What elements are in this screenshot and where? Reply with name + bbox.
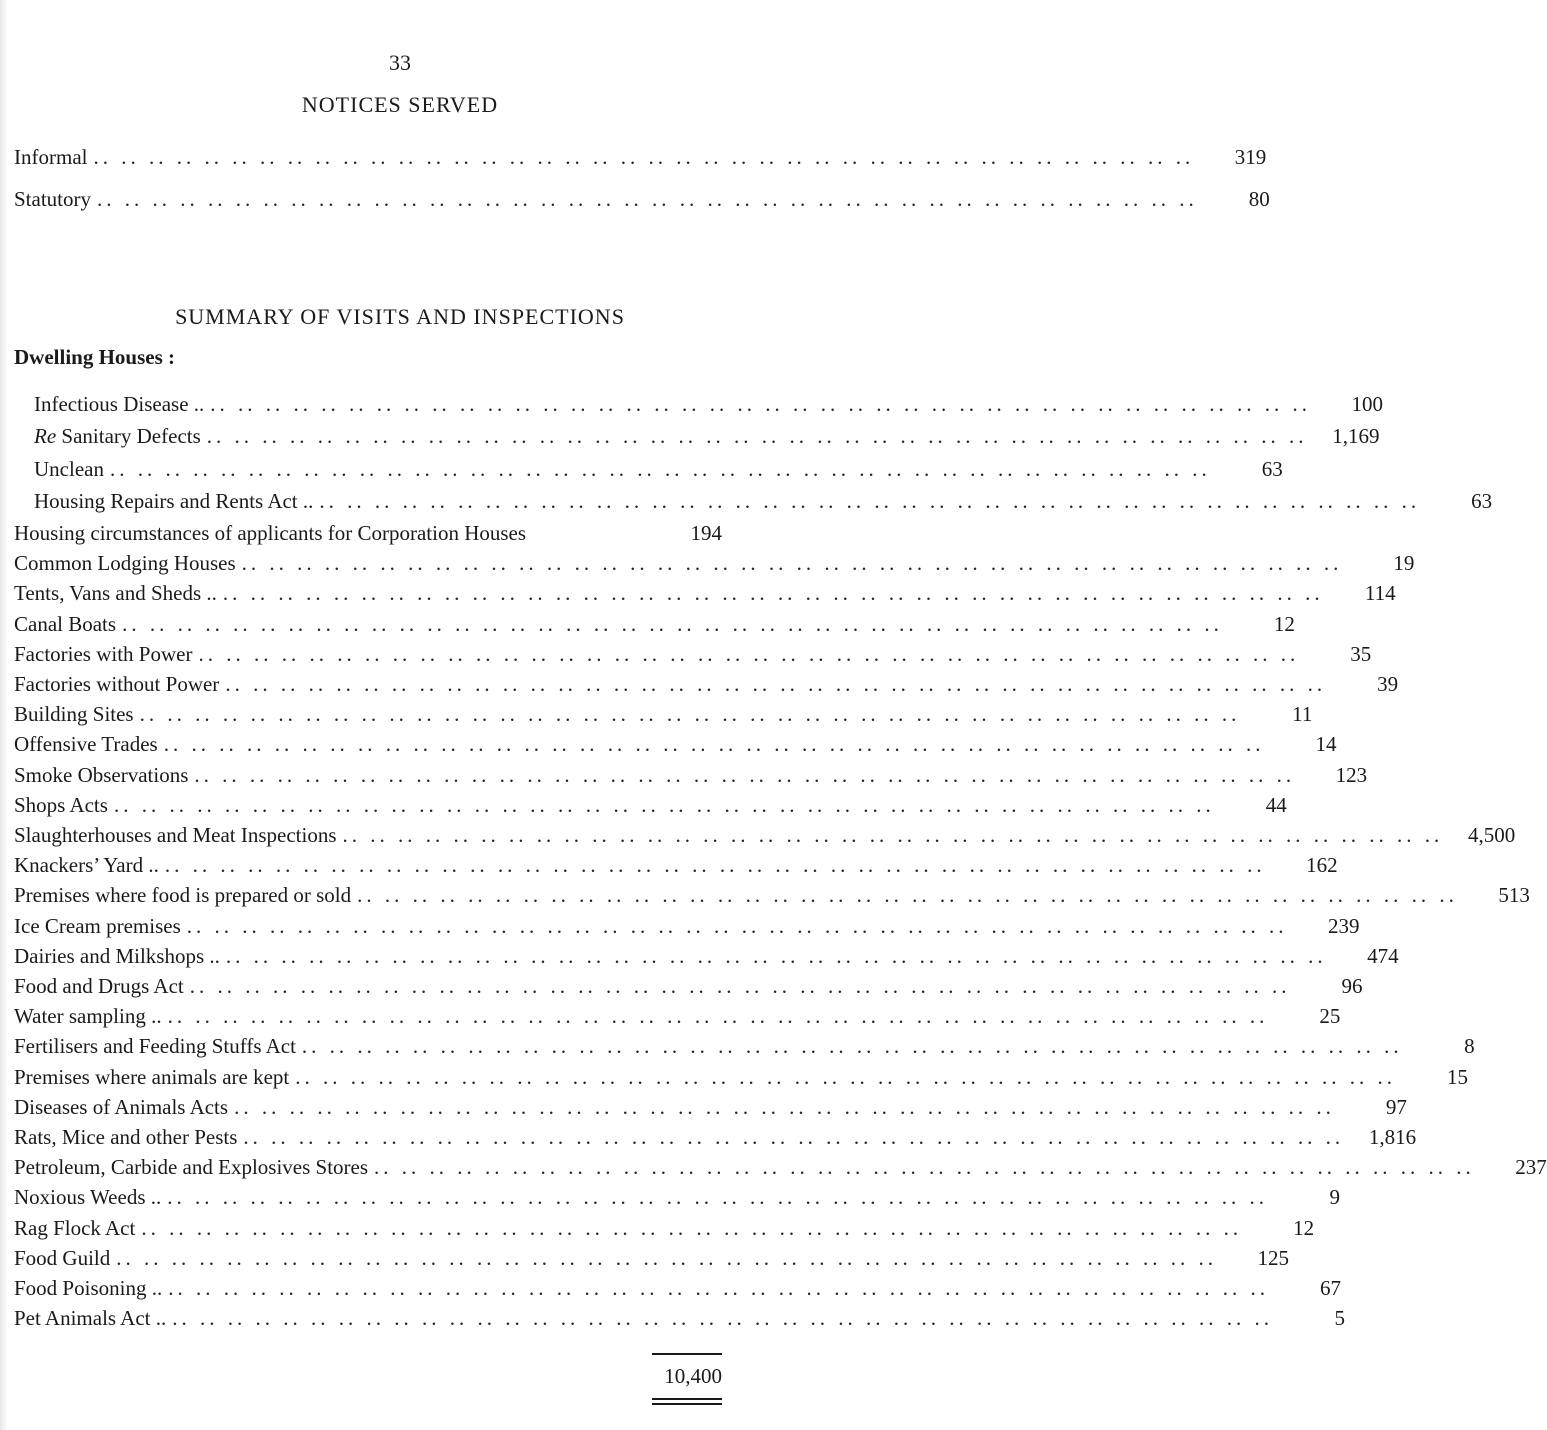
total-rule [652,1353,722,1355]
row-value: 67 [1319,1276,1341,1300]
table-row [14,183,1270,215]
dot-leader: .. .. .. .. .. .. .. .. .. .. .. .. .. .. .. .. .. .. .. .. .. .. .. .. .. .. .. .. .. .. .. .. .. .. .. .. .. .. .. .. [206,424,1308,449]
dot-leader: .. .. .. .. .. .. .. .. .. .. .. .. .. .. .. .. .. .. .. .. .. .. .. .. .. .. .. .. .. .. .. .. .. .. .. .. .. .. .. .. [139,702,1241,727]
row-label: Common Lodging Houses [14,551,236,576]
dot-leader: .. .. .. .. .. .. .. .. .. .. .. .. .. .. .. .. .. .. .. .. .. .. .. .. .. .. .. .. .. .. .. .. .. .. .. .. .. .. .. .. [172,1306,1273,1331]
row-value: 11 [1292,702,1313,727]
dot-leader: .. .. .. .. .. .. .. .. .. .. .. .. .. .. .. .. .. .. .. .. .. .. .. .. .. .. .. .. .. .. .. .. .. .. .. .. .. .. .. .. [194,762,1296,787]
row-value: 44 [1265,792,1287,817]
notices-title: NOTICES SERVED [301,92,499,117]
row-label: Petroleum, Carbide and Explosives Stores [14,1155,369,1180]
dot-leader: .. .. .. .. .. .. .. .. .. .. .. .. .. .. .. .. .. .. .. .. .. .. .. .. .. .. .. .. .. .. .. .. .. .. .. .. .. .. .. .. [198,641,1300,666]
table-row [14,910,1360,942]
row-value: 80 [1248,187,1270,211]
row-value: 474 [1367,943,1399,968]
scan-edge-shadow [0,0,8,1430]
row-value: 63 [1261,456,1283,481]
table-row [14,1091,1407,1123]
table-row [34,485,1493,517]
dot-leader: .. .. .. .. .. .. .. .. .. .. .. .. .. .. .. .. .. .. .. .. .. .. .. .. .. .. .. .. .. .. .. .. .. .. .. .. .. .. .. .. [301,1034,1403,1059]
row-value: 97 [1385,1094,1407,1119]
row-value: 35 [1350,641,1372,666]
dot-leader: .. .. .. .. .. .. .. .. .. .. .. .. .. .. .. .. .. .. .. .. .. .. .. .. .. .. .. .. .. .. .. .. .. .. .. .. .. .. .. .. [93,145,1195,169]
row-value: 1,816 [1368,1125,1417,1149]
summary-total: 10,400 [664,1364,722,1388]
row-label: Noxious Weeds .. [14,1185,162,1210]
dot-leader: .. .. .. .. .. .. .. .. .. .. .. .. .. .. .. .. .. .. .. .. .. .. .. .. .. .. .. .. .. .. .. .. .. .. .. .. .. .. .. .. [122,611,1223,636]
dot-leader: .. .. .. .. .. .. .. .. .. .. .. .. .. .. .. .. .. .. .. .. .. .. .. .. .. .. .. .. .. .. .. .. .. .. .. .. .. .. .. .. [374,1155,1475,1180]
table-row [14,1302,1345,1334]
row-label: Unclean [34,456,104,481]
row-label [34,420,201,452]
table-row [14,698,1313,730]
row-label: Rats, Mice and other Pests [14,1125,238,1149]
row-label: Knackers’ Yard .. [14,853,159,878]
row-label: Infectious Disease .. [34,392,205,416]
row-value: 39 [1377,672,1399,696]
dot-leader: .. .. .. .. .. .. .. .. .. .. .. .. .. .. .. .. .. .. .. .. .. .. .. .. .. .. .. .. .. .. .. .. .. .. .. .. .. .. .. .. [168,1276,1269,1300]
row-label: Food Guild [14,1245,111,1270]
row-label: Smoke Observations [14,762,189,787]
row-value: 162 [1306,853,1338,878]
row-value: 1,169 [1332,424,1380,449]
table-row [14,141,1267,173]
row-value: 239 [1328,913,1360,938]
row-value: 5 [1334,1306,1345,1331]
table-row [14,1242,1290,1274]
row-value: 96 [1341,974,1363,998]
table-row [14,1212,1315,1244]
dwelling-houses-heading: Dwelling Houses : [14,345,176,369]
table-row [14,819,1516,851]
row-value: 25 [1319,1004,1341,1029]
dot-leader: .. .. .. .. .. .. .. .. .. .. .. .. .. .. .. .. .. .. .. .. .. .. .. .. .. .. .. .. .. .. .. .. .. .. .. .. .. .. .. .. [163,732,1265,757]
table-row [14,1151,1547,1183]
row-value: 319 [1234,145,1267,169]
table-row [14,879,1530,911]
row-label: Pet Animals Act .. [14,1306,167,1331]
row-value: 125 [1257,1245,1290,1270]
dot-leader: .. .. .. .. .. .. .. .. .. .. .. .. .. .. .. .. .. .. .. .. .. .. .. .. .. .. .. .. .. .. .. .. .. .. .. .. .. .. .. .. [342,823,1444,847]
dot-leader: .. .. .. .. .. .. .. .. .. .. .. .. .. .. .. .. .. .. .. .. .. .. .. .. .. .. .. .. .. .. .. .. .. .. .. .. .. .. .. .. [141,1215,1243,1240]
row-label: Informal [14,145,88,169]
row-label: Housing Repairs and Rents Act .. [34,488,314,513]
dot-leader: .. .. .. .. .. .. .. .. .. .. .. .. .. .. .. .. .. .. .. .. .. .. .. .. .. .. .. .. .. .. .. .. .. .. .. .. .. .. .. .. [109,456,1211,481]
dot-leader: .. .. .. .. .. .. .. .. .. .. .. .. .. .. .. .. .. .. .. .. .. .. .. .. .. .. .. .. .. .. .. .. .. .. .. .. .. .. .. .. [222,581,1324,606]
row-value: 194 [690,521,722,545]
row-label: Tents, Vans and Sheds .. [14,581,217,606]
row-label-prefix: Re [34,424,57,449]
row-label: Offensive Trades [14,732,158,757]
row-value: 14 [1315,732,1337,757]
row-label: Ice Cream premises [14,913,181,938]
row-label: Building Sites [14,702,134,727]
row-label: Factories without Power [14,672,220,696]
row-label: Water sampling .. [14,1004,162,1029]
row-label: Food Poisoning .. [14,1276,163,1300]
row-label: Statutory [14,187,91,211]
row-value: 114 [1364,581,1396,606]
table-row [14,1000,1341,1032]
table-row [14,668,1399,700]
table-row [34,420,1380,452]
table-row [14,1061,1468,1093]
dot-leader: .. .. .. .. .. .. .. .. .. .. .. .. .. .. .. .. .. .. .. .. .. .. .. .. .. .. .. .. .. .. .. .. .. .. .. .. .. .. .. .. [164,853,1266,878]
row-value: 237 [1515,1155,1547,1180]
table-row [14,728,1337,760]
row-value: 9 [1329,1185,1340,1210]
table-row [34,453,1283,485]
table-row [14,970,1363,1002]
table-row [14,849,1338,881]
row-value: 12 [1273,611,1295,636]
dot-leader: .. .. .. .. .. .. .. .. .. .. .. .. .. .. .. .. .. .. .. .. .. .. .. .. .. .. .. .. .. .. .. .. .. .. .. .. .. .. .. .. [167,1004,1269,1029]
dot-leader: .. .. .. .. .. .. .. .. .. .. .. .. .. .. .. .. .. .. .. .. .. .. .. .. .. .. .. .. .. .. .. .. .. .. .. .. .. .. .. .. [295,1064,1396,1089]
dot-leader: .. .. .. .. .. .. .. .. .. .. .. .. .. .. .. .. .. .. .. .. .. .. .. .. .. .. .. .. .. .. .. .. .. .. .. .. .. .. .. .. [225,672,1327,696]
table-row [14,789,1287,821]
row-label: Shops Acts [14,792,108,817]
dot-leader: .. .. .. .. .. .. .. .. .. .. .. .. .. .. .. .. .. .. .. .. .. .. .. .. .. .. .. .. .. .. .. .. .. .. .. .. .. .. .. .. [167,1185,1268,1210]
summary-title: SUMMARY OF VISITS AND INSPECTIONS [175,304,625,329]
row-value: 513 [1498,883,1530,908]
table-row [14,577,1396,609]
row-label: Slaughterhouses and Meat Inspections [14,823,337,847]
row-value: 19 [1393,551,1415,576]
row-value: 123 [1335,762,1368,787]
row-label: Diseases of Animals Acts [14,1094,229,1119]
row-label: Canal Boats [14,611,117,636]
dot-leader: .. .. .. .. .. .. .. .. .. .. .. .. .. .. .. .. .. .. .. .. .. .. .. .. .. .. .. .. .. .. .. .. .. .. .. .. .. .. .. .. [116,1245,1218,1270]
table-row [14,608,1295,640]
dot-leader: .. .. .. .. .. .. .. .. .. .. .. .. .. .. .. .. .. .. .. .. .. .. .. .. .. .. .. .. .. .. .. .. .. .. .. .. .. .. .. .. [210,392,1312,416]
dot-leader: .. .. .. .. .. .. .. .. .. .. .. .. .. .. .. .. .. .. .. .. .. .. .. .. .. .. .. .. .. .. .. .. .. .. .. .. .. .. .. .. [189,974,1291,998]
dot-leader: .. .. .. .. .. .. .. .. .. .. .. .. .. .. .. .. .. .. .. .. .. .. .. .. .. .. .. .. .. .. .. .. .. .. .. .. .. .. .. .. [319,488,1421,513]
table-row [14,1272,1341,1304]
row-label: Fertilisers and Feeding Stuffs Act [14,1034,296,1059]
dot-leader: .. .. .. .. .. .. .. .. .. .. .. .. .. .. .. .. .. .. .. .. .. .. .. .. .. .. .. .. .. .. .. .. .. .. .. .. .. .. .. .. [357,883,1458,908]
dot-leader: .. .. .. .. .. .. .. .. .. .. .. .. .. .. .. .. .. .. .. .. .. .. .. .. .. .. .. .. .. .. .. .. .. .. .. .. .. .. .. .. [241,551,1343,576]
table-row [34,388,1384,420]
row-label: Rag Flock Act [14,1215,136,1240]
row-value: 100 [1351,392,1384,416]
dot-leader: .. .. .. .. .. .. .. .. .. .. .. .. .. .. .. .. .. .. .. .. .. .. .. .. .. .. .. .. .. .. .. .. .. .. .. .. .. .. .. .. [234,1094,1335,1119]
table-row [14,638,1372,670]
row-label-text: Sanitary Defects [56,424,201,449]
row-value: 15 [1447,1064,1468,1089]
row-value: 12 [1293,1215,1315,1240]
total-double-rule [652,1398,722,1405]
row-value: 4,500 [1468,823,1516,847]
dot-leader: .. .. .. .. .. .. .. .. .. .. .. .. .. .. .. .. .. .. .. .. .. .. .. .. .. .. .. .. .. .. .. .. .. .. .. .. .. .. .. .. [113,792,1215,817]
table-row [14,759,1368,791]
row-value: 8 [1464,1034,1475,1059]
row-label: Premises where animals are kept [14,1064,290,1089]
dot-leader: .. .. .. .. .. .. .. .. .. .. .. .. .. .. .. .. .. .. .. .. .. .. .. .. .. .. .. .. .. .. .. .. .. .. .. .. .. .. .. .. [97,187,1198,211]
table-row [14,1030,1475,1062]
row-value: 63 [1471,488,1493,513]
row-label: Housing circumstances of applicants for Corporation Houses [14,521,527,545]
dot-leader: .. .. .. .. .. .. .. .. .. .. .. .. .. .. .. .. .. .. .. .. .. .. .. .. .. .. .. .. .. .. .. .. .. .. .. .. .. .. .. .. [225,943,1327,968]
row-label: Dairies and Milkshops .. [14,943,220,968]
row-label: Factories with Power [14,641,193,666]
dot-leader: .. .. .. .. .. .. .. .. .. .. .. .. .. .. .. .. .. .. .. .. .. .. .. .. .. .. .. .. .. .. .. .. .. .. .. .. .. .. .. .. [243,1125,1345,1149]
row-label: Premises where food is prepared or sold [14,883,352,908]
table-row [14,1181,1340,1213]
table-row [14,547,1415,579]
table-row [14,940,1399,972]
page-number: 33 [389,50,411,75]
table-row [14,517,722,549]
row-label: Food and Drugs Act [14,974,184,998]
table-row [14,1121,1417,1153]
dot-leader: .. .. .. .. .. .. .. .. .. .. .. .. .. .. .. .. .. .. .. .. .. .. .. .. .. .. .. .. .. .. .. .. .. .. .. .. .. .. .. .. [186,913,1288,938]
